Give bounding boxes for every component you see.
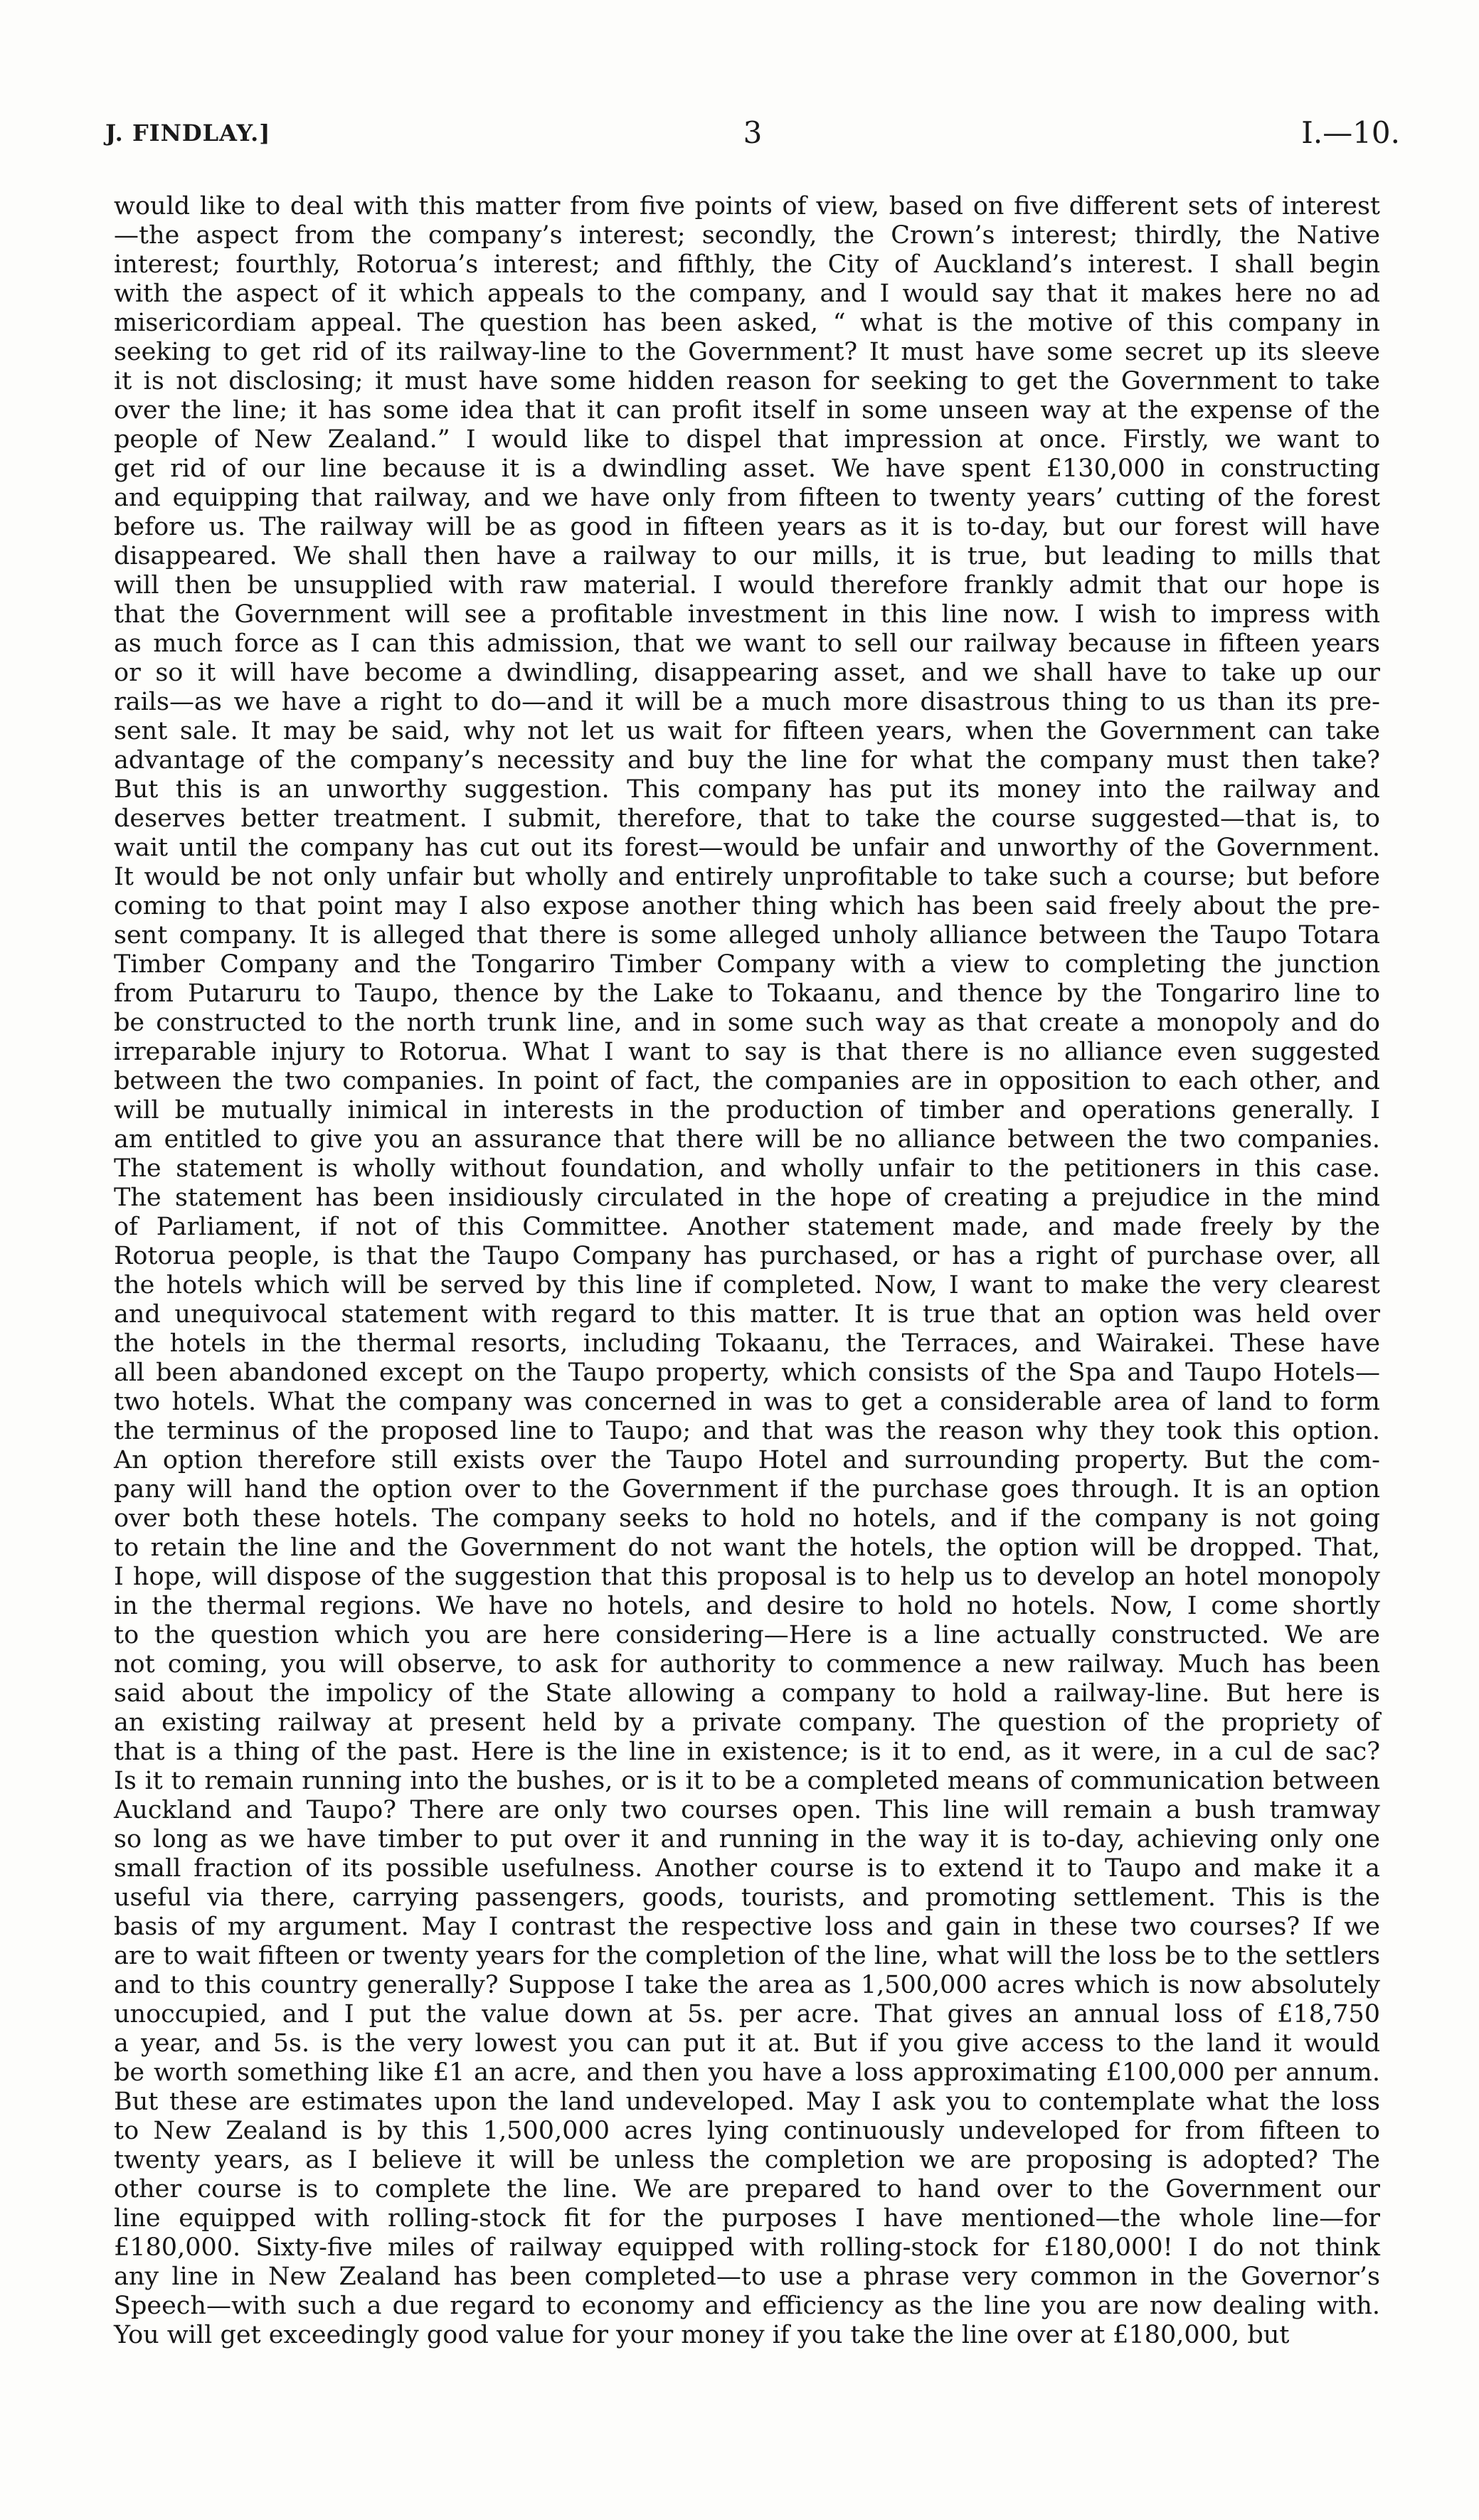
text-line: interest; fourthly, Rotorua’s interest; and fifthly, the City of Auckland’s interest. I shall begin	[114, 250, 1380, 279]
text-line: be constructed to the north trunk line, and in some such way as that create a monopoly and do	[114, 1009, 1380, 1037]
text-line: over the line; it has some idea that it can profit itself in some unseen way at the expense of the	[114, 396, 1380, 425]
text-line: of Parliament, if not of this Committee. Another statement made, and made freely by the	[114, 1213, 1380, 1241]
text-line: the hotels which will be served by this line if completed. Now, I want to make the very clearest	[114, 1271, 1380, 1299]
text-line: coming to that point may I also expose another thing which has been said freely about the pre-	[114, 892, 1380, 920]
text-line: seeking to get rid of its railway-line to the Government? It must have some secret up its sleeve	[114, 338, 1380, 366]
text-line: unoccupied, and I put the value down at 5s. per acre. That gives an annual loss of £18,750	[114, 2000, 1380, 2029]
text-line: from Putaruru to Taupo, thence by the Lake to Tokaanu, and thence by the Tongariro line to	[114, 979, 1380, 1008]
text-line: get rid of our line because it is a dwindling asset. We have spent £130,000 in constructing	[114, 454, 1380, 483]
text-line: the terminus of the proposed line to Taupo; and that was the reason why they took this option.	[114, 1417, 1380, 1445]
text-line: It would be not only unfair but wholly and entirely unprofitable to take such a course; but before	[114, 863, 1380, 891]
text-line: that is a thing of the past. Here is the line in existence; is it to end, as it were, in a cul de sac?	[114, 1738, 1380, 1766]
text-line: not coming, you will observe, to ask for authority to commence a new railway. Much has been	[114, 1650, 1380, 1679]
text-line: a year, and 5s. is the very lowest you can put it at. But if you give access to the land it would	[114, 2029, 1380, 2058]
text-line: Timber Company and the Tongariro Timber Company with a view to completing the junction	[114, 950, 1380, 979]
text-line: Rotorua people, is that the Taupo Company has purchased, or has a right of purchase over, all	[114, 1242, 1380, 1270]
text-line: said about the impolicy of the State allowing a company to hold a railway-line. But here is	[114, 1679, 1380, 1708]
text-line: rails—as we have a right to do—and it will be a much more disastrous thing to us than its pre-	[114, 688, 1380, 716]
text-line: irreparable injury to Rotorua. What I want to say is that there is no alliance even suggested	[114, 1038, 1380, 1066]
text-line: line equipped with rolling-stock fit for the purposes I have mentioned—the whole line—for	[114, 2204, 1380, 2233]
text-line: any line in New Zealand has been completed—to use a phrase very common in the Governor’s	[114, 2263, 1380, 2291]
text-line: an existing railway at present held by a private company. The question of the propriety of	[114, 1708, 1380, 1737]
header-author: J. FINDLAY.]	[105, 119, 271, 147]
text-line: I hope, will dispose of the suggestion that this proposal is to help us to develop an hotel monopoly	[114, 1563, 1380, 1591]
text-line: the hotels in the thermal resorts, including Tokaanu, the Terraces, and Wairakei. These have	[114, 1329, 1380, 1358]
text-line: The statement is wholly without foundation, and wholly unfair to the petitioners in this case.	[114, 1154, 1380, 1183]
text-line: it is not disclosing; it must have some hidden reason for seeking to get the Government to take	[114, 367, 1380, 395]
page-header	[105, 115, 1400, 162]
text-line: basis of my argument. May I contrast the respective loss and gain in these two courses? If we	[114, 1913, 1380, 1941]
text-line: over both these hotels. The company seeks to hold no hotels, and if the company is not going	[114, 1504, 1380, 1533]
text-line: You will get exceedingly good value for your money if you take the line over at £180,000, but	[114, 2321, 1290, 2349]
text-line: so long as we have timber to put over it and running in the way it is to-day, achieving only one	[114, 1825, 1380, 1854]
text-line: Speech—with such a due regard to economy and efficiency as the line you are now dealing with.	[114, 2292, 1380, 2320]
text-line: and to this country generally? Suppose I take the area as 1,500,000 acres which is now absolutely	[114, 1971, 1380, 1999]
text-line: to the question which you are here considering—Here is a line actually constructed. We are	[114, 1621, 1380, 1649]
text-line: will be mutually inimical in interests in the production of timber and operations generally. I	[114, 1096, 1380, 1125]
page-number: 3	[743, 115, 763, 150]
text-line: as much force as I can this admission, that we want to sell our railway because in fifteen years	[114, 629, 1380, 658]
text-line: am entitled to give you an assurance that there will be no alliance between the two companies.	[114, 1125, 1380, 1154]
text-line: misericordiam appeal. The question has been asked, “ what is the motive of this company in	[114, 309, 1380, 337]
text-line: wait until the company has cut out its forest—would be unfair and unworthy of the Government.	[114, 834, 1380, 862]
text-line: The statement has been insidiously circulated in the hope of creating a prejudice in the mind	[114, 1184, 1380, 1212]
text-line: Auckland and Taupo? There are only two courses open. This line will remain a bush tramway	[114, 1796, 1380, 1824]
text-line: will then be unsupplied with raw material. I would therefore frankly admit that our hope is	[114, 571, 1380, 600]
text-line: or so it will have become a dwindling, disappearing asset, and we shall have to take up our	[114, 659, 1380, 687]
text-line: that the Government will see a profitable investment in this line now. I wish to impress with	[114, 600, 1380, 629]
text-line: deserves better treatment. I submit, therefore, that to take the course suggested—that is, to	[114, 804, 1380, 833]
text-line: to retain the line and the Government do not want the hotels, the option will be dropped. That,	[114, 1533, 1380, 1562]
text-line: two hotels. What the company was concerned in was to get a considerable area of land to form	[114, 1388, 1380, 1416]
text-line: be worth something like £1 an acre, and then you have a loss approximating £100,000 per annum.	[114, 2058, 1380, 2087]
text-line: twenty years, as I believe it will be unless the completion we are proposing is adopted? The	[114, 2146, 1380, 2174]
text-line: —the aspect from the company’s interest; secondly, the Crown’s interest; thirdly, the Native	[114, 221, 1380, 250]
text-line: sent company. It is alleged that there is some alleged unholy alliance between the Taupo Totara	[114, 921, 1380, 950]
document-reference: I.—10.	[1301, 115, 1400, 150]
text-line: in the thermal regions. We have no hotels, and desire to hold no hotels. Now, I come shortly	[114, 1592, 1380, 1620]
text-line: other course is to complete the line. We are prepared to hand over to the Government our	[114, 2175, 1380, 2203]
text-line: disappeared. We shall then have a railway to our mills, it is true, but leading to mills that	[114, 542, 1380, 570]
text-line: are to wait fifteen or twenty years for the completion of the line, what will the loss be to the settlers	[114, 1942, 1381, 1970]
body-text	[114, 192, 1380, 2350]
text-line: An option therefore still exists over the Taupo Hotel and surrounding property. But the com-	[114, 1446, 1380, 1474]
text-line: people of New Zealand.” I would like to dispel that impression at once. Firstly, we want to	[114, 425, 1380, 454]
text-line: £180,000. Sixty-five miles of railway equipped with rolling-stock for £180,000! I do not think	[114, 2233, 1380, 2262]
text-line: with the aspect of it which appeals to the company, and I would say that it makes here no ad	[114, 280, 1380, 308]
text-line: all been abandoned except on the Taupo property, which consists of the Spa and Taupo Hotels—	[114, 1359, 1380, 1387]
text-line: Is it to remain running into the bushes, or is it to be a completed means of communication between	[114, 1767, 1380, 1795]
text-line: between the two companies. In point of fact, the companies are in opposition to each other, and	[114, 1067, 1380, 1095]
text-line: small fraction of its possible usefulness. Another course is to extend it to Taupo and make it a	[114, 1854, 1380, 1883]
text-line: But these are estimates upon the land undeveloped. May I ask you to contemplate what the loss	[114, 2088, 1380, 2116]
text-line: before us. The railway will be as good in fifteen years as it is to-day, but our forest will have	[114, 513, 1380, 541]
text-line: sent sale. It may be said, why not let us wait for fifteen years, when the Government can take	[114, 717, 1380, 745]
text-line: to New Zealand is by this 1,500,000 acres lying continuously undeveloped for from fifteen to	[114, 2117, 1380, 2145]
text-line: advantage of the company’s necessity and buy the line for what the company must then take?	[114, 746, 1380, 775]
text-line: pany will hand the option over to the Government if the purchase goes through. It is an option	[114, 1475, 1380, 1504]
text-line: useful via there, carrying passengers, goods, tourists, and promoting settlement. This is the	[114, 1883, 1380, 1912]
text-line: would like to deal with this matter from five points of view, based on five different sets of interest	[114, 192, 1380, 220]
text-line: But this is an unworthy suggestion. This company has put its money into the railway and	[114, 775, 1380, 804]
text-line: and unequivocal statement with regard to this matter. It is true that an option was held over	[114, 1300, 1380, 1329]
text-line: and equipping that railway, and we have only from fifteen to twenty years’ cutting of the forest	[114, 484, 1380, 512]
